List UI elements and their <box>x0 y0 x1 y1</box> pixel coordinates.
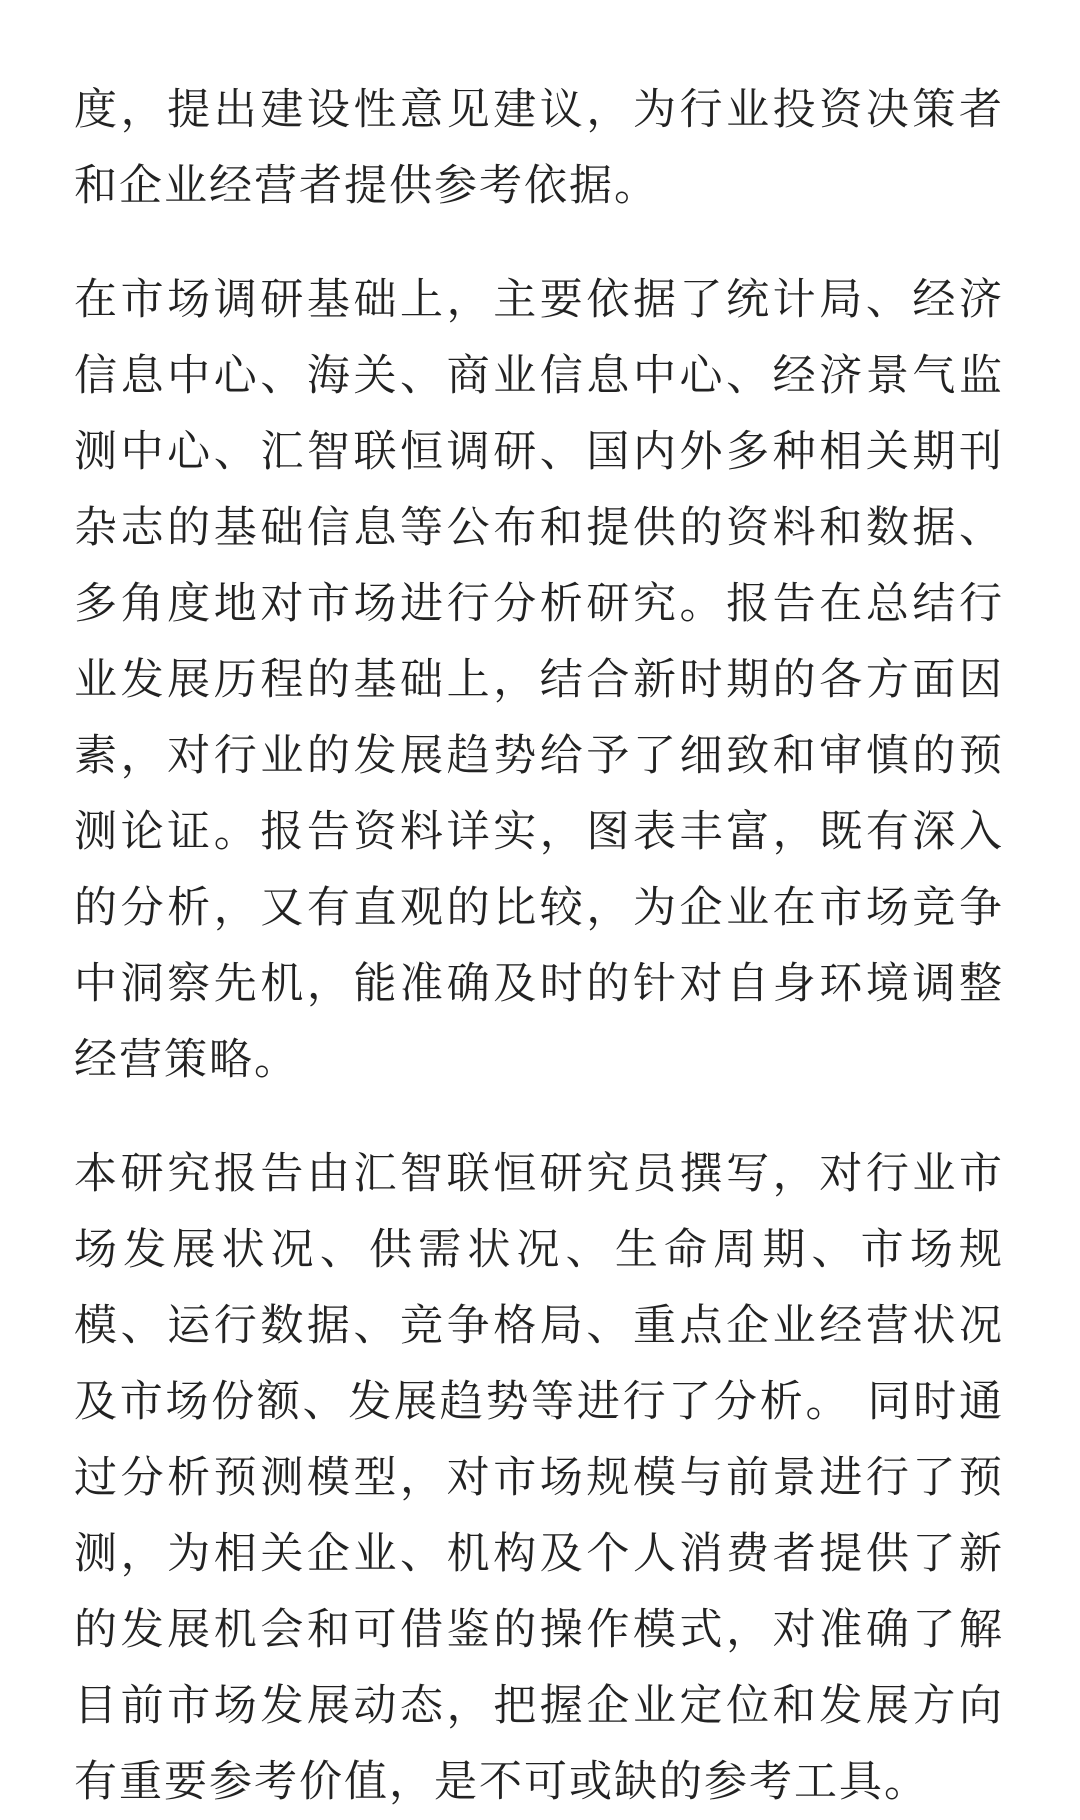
paragraph-report-summary: 本研究报告由汇智联恒研究员撰写，对行业市场发展状况、供需状况、生命周期、市场规模、运行数据、竞争格局、重点企业经营状况及市场份额、发展趋势等进行了分析。 同时通过分析预测模型，对市场规模与前景进行了预测，为相关企业、机构及个人消费者提供了新的发展机会和可借鉴的操作模式，对准确了解目前市场发展动态，把握企业定位和发展方向有重要参考价值，是不可或缺的参考工具。 <box>74 1149 1004 1807</box>
paragraph-intro-continuation: 度，提出建设性意见建议，为行业投资决策者和企业经营者提供参考依据。 <box>74 85 1004 211</box>
paragraph-research-basis: 在市场调研基础上，主要依据了统计局、经济信息中心、海关、商业信息中心、经济景气监测中心、汇智联恒调研、国内外多种相关期刊杂志的基础信息等公布和提供的资料和数据、多角度地对市场进行分析研究。报告在总结行业发展历程的基础上，结合新时期的各方面因素，对行业的发展趋势给予了细致和审慎的预测论证。报告资料详实，图表丰富，既有深入的分析，又有直观的比较，为企业在市场竞争中洞察先机，能准确及时的针对自身环境调整经营策略。 <box>74 275 1004 1085</box>
article-body <box>74 72 1004 1820</box>
